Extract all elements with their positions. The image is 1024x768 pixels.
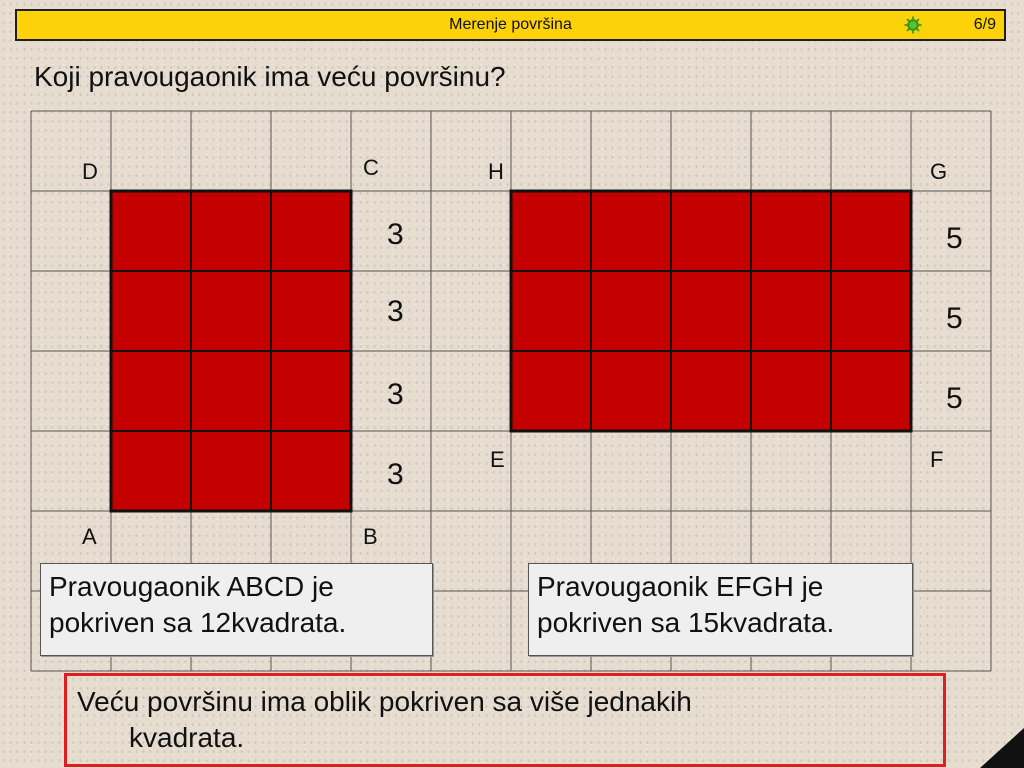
- rectangle-efgh-cell: [831, 351, 911, 431]
- rectangle-efgh-cell: [751, 351, 831, 431]
- rectangle-abcd-cell: [111, 271, 191, 351]
- row-count-efgh-1: 5: [946, 222, 963, 255]
- label-g: G: [930, 159, 948, 184]
- rectangle-abcd: [111, 191, 351, 511]
- rectangle-efgh-cell: [671, 191, 751, 271]
- rectangle-efgh-cell: [511, 271, 591, 351]
- row-count-efgh-3: 5: [946, 382, 963, 415]
- rectangle-efgh: [511, 191, 911, 431]
- label-d: D: [82, 159, 98, 184]
- rectangle-abcd-cell: [191, 191, 271, 271]
- conclusion-line2: kvadrata.: [129, 722, 245, 753]
- rectangle-efgh-cell: [671, 271, 751, 351]
- rectangle-abcd-cell: [271, 431, 351, 511]
- rectangle-abcd-cell: [191, 431, 271, 511]
- info-box-abcd-line1: Pravougaonik ABCD je: [49, 571, 334, 602]
- label-c: C: [363, 155, 379, 180]
- rectangle-efgh-cell: [591, 351, 671, 431]
- label-e: E: [490, 447, 505, 472]
- rectangle-abcd-cell: [271, 191, 351, 271]
- label-f: F: [930, 447, 944, 472]
- rectangle-abcd-cell: [271, 271, 351, 351]
- row-count-abcd-4: 3: [387, 458, 404, 491]
- rectangle-efgh-cell: [511, 191, 591, 271]
- rectangle-efgh-cell: [591, 271, 671, 351]
- rectangle-abcd-cell: [271, 351, 351, 431]
- label-b: B: [363, 524, 378, 549]
- info-box-abcd: [40, 563, 433, 656]
- corner-triangle: [974, 728, 1024, 768]
- rectangle-efgh-cell: [751, 271, 831, 351]
- info-box-efgh-line2: pokriven sa 15kvadrata.: [537, 607, 835, 638]
- rectangle-efgh-cell: [511, 351, 591, 431]
- rectangle-efgh-cell: [751, 191, 831, 271]
- row-count-abcd-2: 3: [387, 295, 404, 328]
- info-box-abcd-line2: pokriven sa 12kvadrata.: [49, 607, 347, 638]
- row-count-efgh-2: 5: [946, 302, 963, 335]
- rectangle-efgh-cell: [591, 191, 671, 271]
- label-h: H: [488, 159, 504, 184]
- rectangle-efgh-cell: [831, 271, 911, 351]
- rectangle-abcd-cell: [111, 431, 191, 511]
- question-text: Koji pravougaonik ima veću površinu?: [34, 61, 506, 92]
- rectangle-efgh-cell: [671, 351, 751, 431]
- conclusion-box: [64, 673, 946, 767]
- rectangle-efgh-cell: [831, 191, 911, 271]
- page-number: 6/9: [973, 16, 996, 33]
- info-box-efgh-line1: Pravougaonik EFGH je: [537, 571, 824, 602]
- rectangle-abcd-cell: [111, 191, 191, 271]
- label-a: A: [82, 524, 97, 549]
- rectangle-abcd-cell: [111, 351, 191, 431]
- conclusion-line1: Veću površinu ima oblik pokriven sa više jednakih: [77, 686, 692, 717]
- rectangle-abcd-cell: [191, 351, 271, 431]
- row-count-abcd-3: 3: [387, 378, 404, 411]
- row-count-abcd-1: 3: [387, 218, 404, 251]
- slide-title: Merenje površina: [449, 16, 572, 33]
- info-box-efgh: [528, 563, 913, 656]
- rectangle-abcd-cell: [191, 271, 271, 351]
